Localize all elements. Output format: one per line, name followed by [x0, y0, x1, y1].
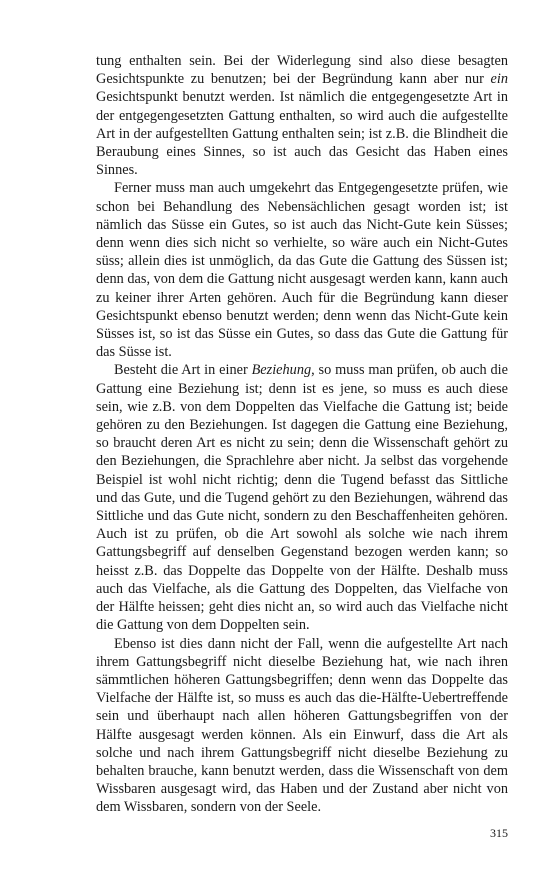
page-number: 315	[490, 826, 508, 840]
page-body	[96, 52, 508, 817]
paragraph-3-text-b: , so muss man prüfen, ob auch die Gattung eine Beziehung ist; denn ist es jene, so muss es auch diese sein, wie z.B. von dem Doppelten das Vielfache die Gattung ist; beide gehören zu den Beziehungen. Ist dagegen die Gattung eine Beziehung, so braucht deren Art es nicht zu sein; denn die Wissenschaft gehört zu den Beziehungen, die Sprachlehre aber nicht. Ja selbst das vorgehende Beispiel ist wohl nicht richtig; denn die Tugend befasst das Sittliche und das Gute, und die Tugend gehört zu den Beziehungen, während das Sittliche und das Gute nicht, sondern zu den Beschaffenheiten gehören. Auch ist zu prüfen, ob die Art sowohl als solche wie nach ihrem Gattungsbegriff auf denselben Gegenstand bezogen werden kann; so heisst z.B. das Doppelte das Doppelte von der Hälfte. Deshalb muss auch das Vielfache, als die Gattung des Doppelten, das Vielfache von der Hälfte heissen; geht dies nicht an, so wird auch das Vielfache nicht die Gattung von dem Doppelten sein.	[96, 362, 508, 634]
paragraph-2	[96, 179, 508, 361]
paragraph-2-text: Ferner muss man auch umgekehrt das Entgegengesetzte prüfen, wie schon bei Behandlung des Nebensächlichen gesagt worden ist; ist nämlich das Süsse ein Gutes, so ist auch das Nicht-Gute kein Süsses; denn wenn dies sich nicht so verhielte, so wäre auch ein Nicht-Gutes süss; allein dies ist unmöglich, da das Gute die Gattung des Süssen ist; denn das, von dem die Gattung nicht ausgesagt werden kann, kann auch zu keiner ihrer Arten gehören. Auch für die Begründung kann dieser Gesichtspunkt ebenso benutzt werden; denn wenn das Nicht-Gute kein Süsses ist, so ist das Süsse ein Gutes, so dass das Gute die Gattung für das Süsse ist.	[96, 180, 508, 361]
paragraph-1-text-a: tung enthalten sein. Bei der Widerlegung sind also diese besagten Gesichtspunkte zu benutzen; bei der Begründung kann aber nur	[96, 53, 508, 88]
paragraph-4-text: Ebenso ist dies dann nicht der Fall, wenn die aufgestellte Art nach ihrem Gattungsbegriff nicht dieselbe Beziehung hat, wie nach ihren sämmtlichen höheren Gattungsbegriffen; denn wenn das Doppelte das Vielfache der Hälfte ist, so muss es auch das die-Hälfte-Uebertreffende sein und überhaupt nach allen höheren Gattungsbegriffen von der Hälfte ausgesagt werden können. Als ein Einwurf, dass die Art als solche und nach ihrem Gattungsbegriff nicht dieselbe Beziehung zu behalten brauche, kann benutzt werden, dass die Wissenschaft von dem Wissbaren ausgesagt wird, das Haben und der Zustand aber nicht von dem Wissbaren, sondern von der Seele.	[96, 635, 508, 816]
paragraph-3-text-a: Besteht die Art in einer	[114, 362, 252, 379]
paragraph-1-italic-ein: ein	[490, 71, 508, 88]
paragraph-3-italic-beziehung: Beziehung	[251, 362, 312, 379]
paragraph-3	[96, 361, 508, 634]
paragraph-1	[96, 52, 508, 179]
paragraph-1-text-b: Gesichtspunkt benutzt werden. Ist nämlich die entgegengesetzte Art in der entgegengesetzten Gattung enthalten, so wird auch die aufgestellte Art in der aufgestellten Gattung enthalten sein; ist z.B. die Blindheit die Beraubung eines Sinnes, so ist auch das Gesicht das Haben eines Sinnes.	[96, 89, 508, 179]
paragraph-4	[96, 635, 508, 817]
